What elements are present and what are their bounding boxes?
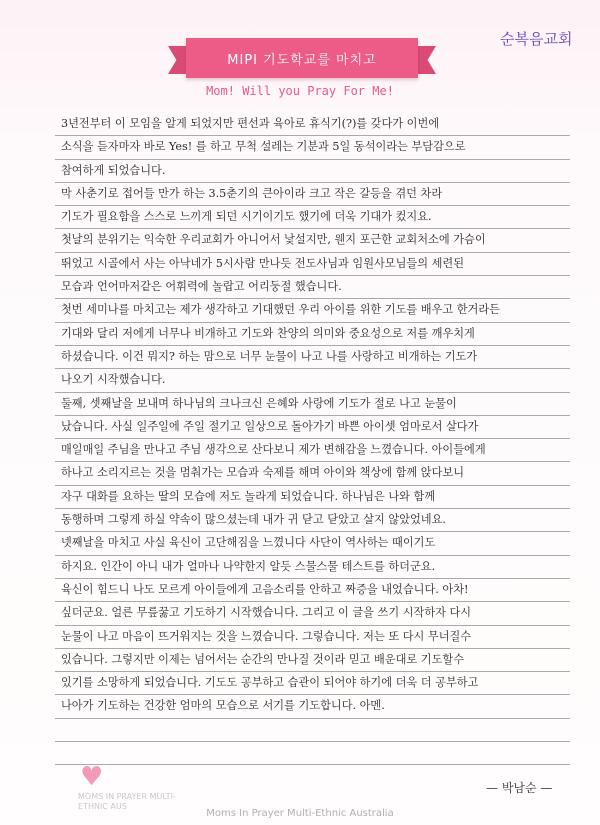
signature-name: 박남순 [501,781,537,795]
letter-line: 모습과 언어마저같은 어휘력에 놀랍고 어리둥절 했습니다. [55,276,570,299]
letter-line: 기대와 달리 저에게 너무나 비개하고 기도와 찬양의 의미와 중요성으로 저를 깨우치게 [55,323,570,346]
letter-line: 났습니다. 사실 일주일에 주일 절기고 일상으로 돌아가기 바쁜 아이셋 엄마로서 살다가 [55,416,570,439]
letter-line: 소식을 듣자마자 바로 Yes! 를 하고 무척 설레는 기분과 5일 동석이라는 부담감으로 [55,136,570,159]
title-banner: MIPI 기도학교를 마치고 [186,38,418,78]
letter-line: 3년전부터 이 모임을 알게 되었지만 편선과 육아로 휴식기(?)를 갖다가 이번에 [55,113,570,136]
empty-ruled-line [55,742,570,765]
letter-line: 자구 대화를 요하는 딸의 모습에 저도 놀라게 되었습니다. 하나님은 나와 함께 [55,486,570,509]
letter-line: 매일매일 주님을 만나고 주님 생각으로 산다보니 제가 변해감을 느꼈습니다. 아이들에게 [55,439,570,462]
signature: — 박남순 — [486,781,553,795]
letter-line: 있습니다. 그렇지만 이제는 넘어서는 순간의 만나질 것이라 믿고 배운대로 기도할수 [55,649,570,672]
letter-line: 하셨습니다. 이건 뭐지? 하는 맘으로 너무 눈물이 나고 나를 사랑하고 비개하는 기도가 [55,346,570,369]
letter-line: 육신이 힘드니 나도 모르게 아이들에게 고음소리를 안하고 짜증을 내었습니다. 아차! [55,579,570,602]
letter-line: 기도가 필요함을 스스로 느끼게 되던 시기이기도 했기에 더욱 기대가 컸지요. [55,206,570,229]
letter-line: 눈물이 나고 마음이 뜨거워지는 것을 느꼈습니다. 그렇습니다. 저는 또 다시 무너질수 [55,626,570,649]
footer-logo: MOMS IN PRAYER MULTI-ETHNIC AUS [78,792,176,811]
letter-line: 막 사춘기로 접어들 만가 하는 3.5춘기의 큰아이라 크고 작은 갈등을 겪던 차라 [55,183,570,206]
handwritten-letter [55,113,570,765]
letter-line: 나오기 시작했습니다. [55,369,570,392]
letter-line: 나아가 기도하는 건강한 엄마의 모습으로 서기를 기도합니다. 아멘. [55,695,570,718]
letter-line: 참여하게 되었습니다. [55,160,570,183]
letter-line: 있기를 소망하게 되었습니다. 기도도 공부하고 습관이 되어야 하기에 더욱 더 공부하고 [55,672,570,695]
letter-line: 싶더군요. 얼른 무릎꿇고 기도하기 시작했습니다. 그리고 이 글을 쓰기 시작하자 다시 [55,602,570,625]
letter-line: 하지요. 인간이 아니 내가 얼마나 나약한지 알듯 스물스물 테스트를 하더군요. [55,556,570,579]
letter-line: 첫번 세미나를 마치고는 제가 생각하고 기대했던 우리 아이를 위한 기도를 배우고 한거라든 [55,299,570,322]
letter-line: 뛰었고 시골에서 사는 아낙네가 5시사람 만나듯 전도사님과 임원사모님들의 세련된 [55,253,570,276]
heart-icon: ♥ [80,762,104,792]
letter-line: 하나고 소리지르는 것을 멈춰가는 모습과 숙제를 해며 아이와 책상에 함께 앉다보니 [55,462,570,485]
letter-line: 넷째날을 마치고 사실 육신이 고단해짐을 느꼈니다 사단이 역사하는 때이기도 [55,532,570,555]
empty-ruled-line [55,719,570,742]
letter-line: 첫날의 분위기는 익숙한 우리교회가 아니어서 낯설지만, 웬지 포근한 교회처소에 가슴이 [55,229,570,252]
church-name: 순복음교회 [500,30,573,48]
footer-text: Moms In Prayer Multi-Ethnic Australia [206,808,394,819]
letter-line: 동행하며 그렇게 하실 약속이 많으셨는데 내가 귀 닫고 닫았고 살지 않았었네요. [55,509,570,532]
subtitle: Mom! Will you Pray For Me! [206,84,394,98]
letter-line: 둘째, 셋째날을 보내며 하나님의 크나크신 은혜와 사랑에 기도가 절로 나고 눈물이 [55,393,570,416]
